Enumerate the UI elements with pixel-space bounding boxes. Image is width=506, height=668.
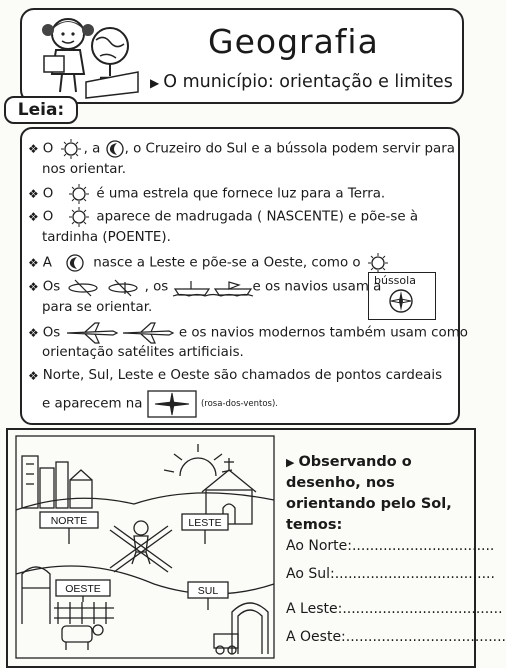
ships-icon	[173, 277, 253, 297]
line-7: ❖ Norte, Sul, Leste e Oeste são chamados de pontos cardeais	[28, 368, 443, 383]
line-5-cont: para se orientar.	[42, 300, 153, 315]
sign-norte: NORTE	[50, 515, 88, 527]
sun-icon	[66, 183, 92, 205]
line-7-cont: e aparecem na (rosa-dos-ventos).	[42, 390, 278, 418]
triangle-arrow-icon: ▶	[286, 456, 295, 469]
line-6-cont: orientação satélites artificiais.	[42, 345, 244, 360]
diamond-bullet-icon: ❖	[28, 368, 39, 383]
sun-icon	[58, 138, 84, 160]
bussola-label: bússola	[374, 274, 416, 287]
answer-norte: Ao Norte:................................	[286, 538, 495, 554]
line-2: ❖ O é uma estrela que fornece luz para a Terra.	[28, 183, 385, 205]
moon-icon	[105, 139, 125, 159]
moon-icon	[65, 253, 85, 273]
diamond-bullet-icon: ❖	[28, 256, 39, 270]
old-planes-icon	[65, 276, 145, 298]
sun-icon	[365, 252, 391, 274]
page-title: Geografia	[208, 22, 379, 61]
diamond-bullet-icon: ❖	[28, 142, 39, 156]
diamond-bullet-icon: ❖	[28, 280, 39, 294]
compass-rose-icon	[147, 390, 197, 418]
line-1: ❖ O , a , o Cruzeiro do Sul e a bússola podem servir para	[28, 138, 455, 160]
diamond-bullet-icon: ❖	[28, 210, 39, 224]
line-3-cont: tardinha (POENTE).	[42, 230, 171, 245]
sign-sul: SUL	[197, 585, 219, 597]
landscape-drawing	[14, 434, 276, 660]
line-5: ❖ Os , os e os navios usam a	[28, 276, 381, 298]
compass-icon	[388, 288, 414, 314]
jet-planes-icon	[65, 321, 175, 345]
leia-tab: Leia:	[4, 96, 78, 124]
diamond-bullet-icon: ❖	[28, 326, 39, 340]
line-1-cont: nos orientar.	[42, 162, 127, 177]
line-6: ❖ Os e os navios modernos também usam como	[28, 321, 468, 345]
triangle-arrow-icon: ▶	[150, 76, 160, 90]
sun-icon	[66, 206, 92, 228]
page-subtitle	[150, 72, 453, 92]
answer-leste: A Leste:....................................	[286, 601, 503, 617]
line-3: ❖ O aparece de madrugada ( NASCENTE) e põe-se à	[28, 206, 418, 228]
girl-with-globe-illustration	[30, 12, 140, 98]
subtitle-text: O município: orientação e limites	[163, 72, 453, 92]
line-4: ❖ A nasce a Leste e põe-se a Oeste, como o	[28, 252, 391, 274]
answer-oeste: A Oeste:....................................	[286, 629, 506, 645]
question-text: ▶ Observando o desenho, nos orientando pelo Sol, temos:	[286, 454, 452, 533]
sign-leste: LESTE	[188, 517, 222, 529]
sign-oeste: OESTE	[65, 583, 101, 595]
answer-sul: Ao Sul:....................................	[286, 566, 495, 582]
diamond-bullet-icon: ❖	[28, 187, 39, 201]
